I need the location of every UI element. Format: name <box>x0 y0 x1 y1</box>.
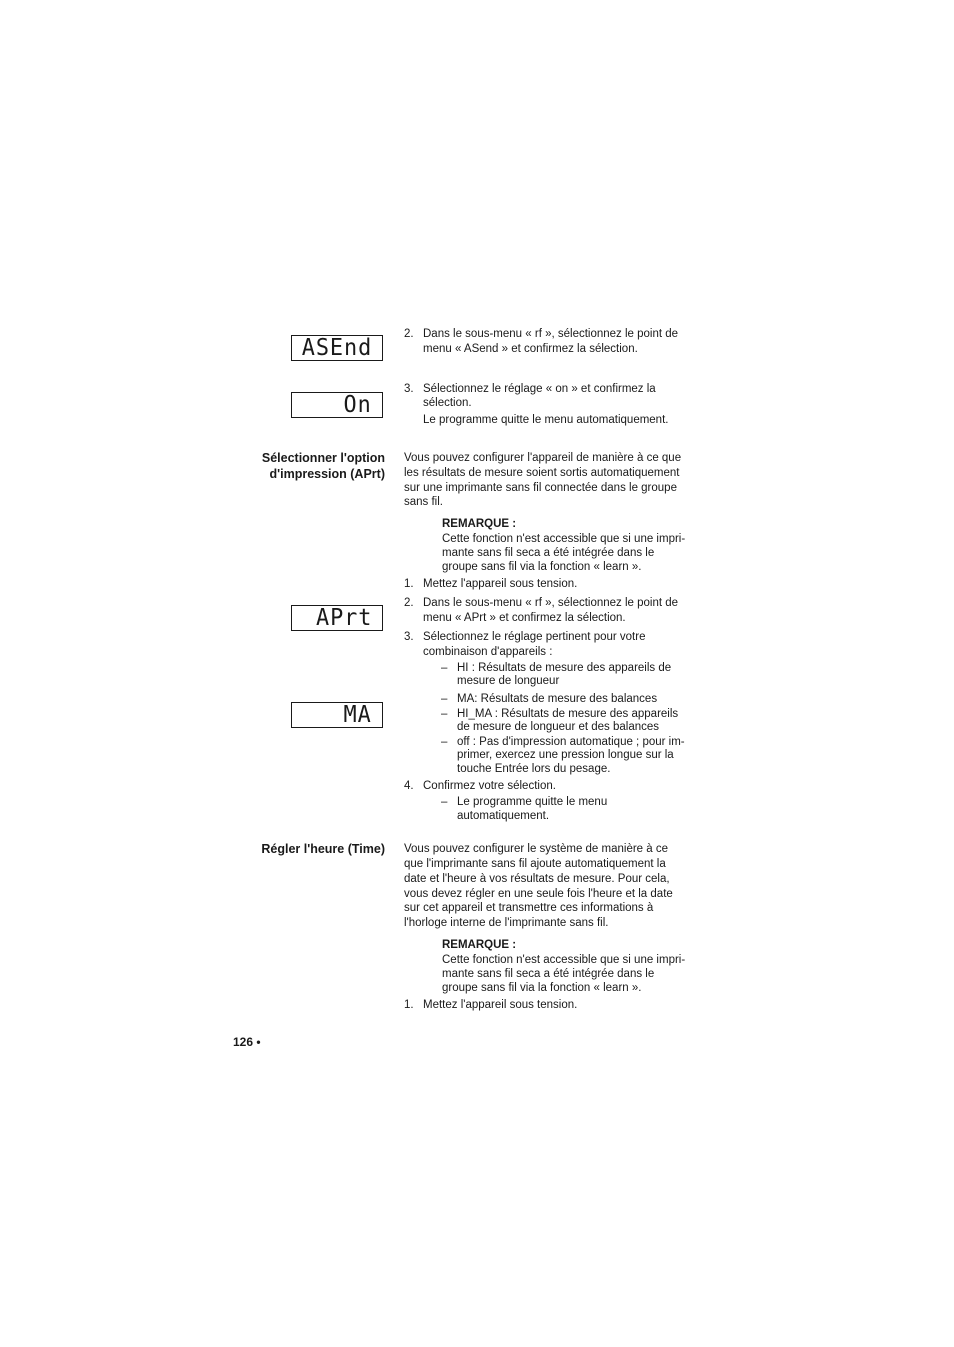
section-heading: Régler l'heure (Time) <box>261 842 385 856</box>
paragraph-line: l'horloge interne de l'imprimante sans fil. <box>404 917 609 929</box>
note-text: groupe sans fil via la fonction « learn ». <box>442 982 642 994</box>
step-text: Le programme quitte le menu automatiquement. <box>423 414 669 426</box>
paragraph-line: que l'imprimante sans fil ajoute automatiquement la <box>404 858 666 870</box>
option-text: de mesure de longueur et des balances <box>457 721 660 733</box>
option-text: off : Pas d'impression automatique ; pour im- <box>457 736 685 748</box>
step-text: Mettez l'appareil sous tension. <box>423 999 578 1011</box>
step-number: 2. <box>404 597 414 609</box>
dash-bullet: – <box>441 708 448 720</box>
display-text: On <box>343 391 372 418</box>
display-asend <box>291 335 383 361</box>
step-number: 1. <box>404 999 414 1011</box>
paragraph-line: Vous pouvez configurer le système de manière à ce <box>404 843 669 855</box>
step-text: Confirmez votre sélection. <box>423 780 556 792</box>
paragraph-line: date et l'heure à vos résultats de mesure. Pour cela, <box>404 873 670 885</box>
option-text: HI_MA : Résultats de mesure des appareils <box>457 708 679 720</box>
page-number: 126 • <box>233 1035 261 1049</box>
note-text: Cette fonction n'est accessible que si une impri- <box>442 533 686 545</box>
option-text: automatiquement. <box>457 810 550 822</box>
paragraph-line: vous devez régler en une seule fois l'heure et la date <box>404 888 673 900</box>
step-number: 2. <box>404 328 414 340</box>
dash-bullet: – <box>441 736 448 748</box>
note-text: mante sans fil seca a été intégrée dans le <box>442 547 655 559</box>
paragraph-line: les résultats de mesure soient sortis automatiquement <box>404 467 680 479</box>
display-text: ASEnd <box>301 334 372 361</box>
option-text: MA: Résultats de mesure des balances <box>457 693 658 705</box>
step-text: Sélectionnez le réglage pertinent pour votre <box>423 631 646 643</box>
option-text: HI : Résultats de mesure des appareils de <box>457 662 672 674</box>
note-text: Cette fonction n'est accessible que si une impri- <box>442 954 686 966</box>
paragraph-line: sur cet appareil et transmettre ces informations à <box>404 902 654 914</box>
option-text: Le programme quitte le menu <box>457 796 608 808</box>
step-number: 3. <box>404 631 414 643</box>
note-text: groupe sans fil via la fonction « learn ». <box>442 561 642 573</box>
step-text: sélection. <box>423 397 472 409</box>
display-text: MA <box>343 701 372 728</box>
paragraph-line: sur une imprimante sans fil connectée dans le groupe <box>404 482 677 494</box>
step-text: Dans le sous-menu « rf », sélectionnez le point de <box>423 597 679 609</box>
dash-bullet: – <box>441 693 448 705</box>
dash-bullet: – <box>441 796 448 808</box>
display-text: APrt <box>315 604 372 631</box>
note-title: REMARQUE : <box>442 939 517 951</box>
step-number: 4. <box>404 780 414 792</box>
step-text: menu « APrt » et confirmez la sélection. <box>423 612 626 624</box>
step-text: combinaison d'appareils : <box>423 646 553 658</box>
option-text: touche Entrée lors du pesage. <box>457 763 611 775</box>
note-title: REMARQUE : <box>442 518 517 530</box>
step-number: 1. <box>404 578 414 590</box>
note-text: mante sans fil seca a été intégrée dans le <box>442 968 655 980</box>
section-heading: Sélectionner l'option <box>261 451 385 465</box>
display-aprt <box>291 605 383 631</box>
step-number: 3. <box>404 383 414 395</box>
dash-bullet: – <box>441 662 448 674</box>
step-text: menu « ASend » et confirmez la sélection. <box>423 343 638 355</box>
paragraph-line: sans fil. <box>404 496 443 508</box>
step-text: Dans le sous-menu « rf », sélectionnez le point de <box>423 328 679 340</box>
display-on <box>291 392 383 418</box>
paragraph-line: Vous pouvez configurer l'appareil de manière à ce que <box>404 452 682 464</box>
step-text: Sélectionnez le réglage « on » et confirmez la <box>423 383 656 395</box>
section-heading: d'impression (APrt) <box>269 467 385 481</box>
option-text: mesure de longueur <box>457 675 560 687</box>
step-text: Mettez l'appareil sous tension. <box>423 578 578 590</box>
option-text: primer, exercez une pression longue sur la <box>457 749 674 761</box>
display-ma <box>291 702 383 728</box>
